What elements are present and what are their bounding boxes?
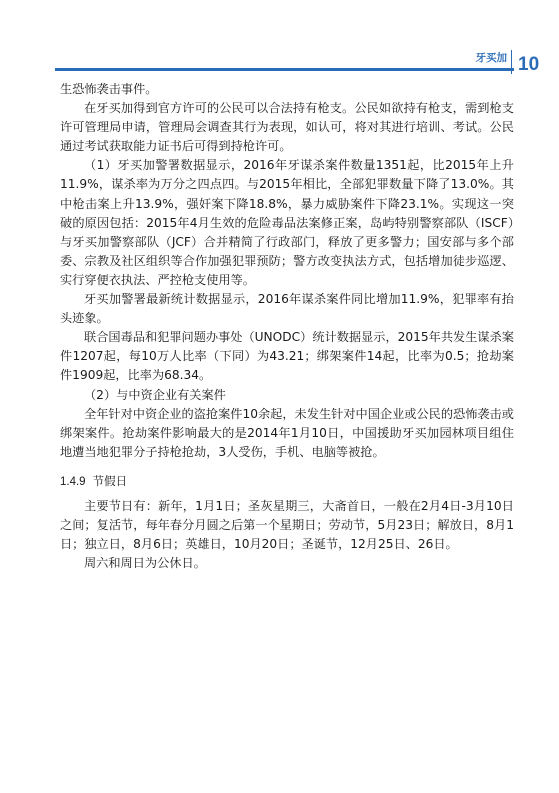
- paragraph-unodc-stats: 联合国毒品和犯罪问题办事处（UNODC）统计数据显示，2015年共发生谋杀案件1207起，每10万人比率（下同）为43.21；绑架案件14起，比率为0.5；抢劫案件1909起，比率为68.34。: [60, 330, 514, 383]
- document-body: [60, 80, 514, 573]
- section-heading: [60, 472, 514, 492]
- header-bar: [55, 68, 514, 71]
- page-number: 10: [518, 54, 540, 75]
- paragraph-latest-stats: 牙买加警署最新统计数据显示，2016年谋杀案件同比增加11.9%，犯罪率有抬头迹象。: [60, 292, 514, 326]
- paragraph-gun-license: 在牙买加得到官方许可的公民可以合法持有枪支。公民如欲持有枪支，需到枪支许可管理局申请，管理局会调查其行为表现，如认可，将对其进行培训、考试。公民通过考试获取能力证书后可得到持枪许可。: [60, 101, 514, 154]
- paragraph-weekend: 周六和周日为公休日。: [84, 556, 206, 571]
- paragraph-police-stats: （1）牙买加警署数据显示，2016年牙谋杀案件数量1351起，比2015年上升11.9%，谋杀率为万分之四点四。与2015年相比，全部犯罪数量下降了13.0%。其中枪击案上升13.9%，强奸案下降18.8%，暴力威胁案件下降23.1%。实现这一突破的原因包括：2015年4月生效的危险毒品法案修正案，岛屿特别警察部队（ISCF）与牙买加警察部队（JCF）合并精简了行政部门，释放了更多警力；国安部与多个部委、宗教及社区组织等合作加强犯罪预防；警方改变执法方式，包括增加徒步巡逻、实行穿便衣执法、严控枪支使用等。: [60, 158, 514, 287]
- section-title: 节假日: [92, 473, 128, 488]
- paragraph-subheading-chinese: （2）与中资企业有关案件: [84, 387, 226, 402]
- header-title: 牙买加: [475, 52, 507, 64]
- paragraph-continuation: 生恐怖袭击事件。: [60, 82, 158, 96]
- paragraph-holidays: 主要节日有：新年，1月1日；圣灰星期三，大斋首日，一般在2月4日-3月10日之间；复活节，每年春分月圆之后第一个星期日；劳动节，5月23日；解放日，8月1日；独立日，8月6日；英雄日，10月20日；圣诞节，12月25日、26日。: [60, 498, 514, 552]
- paragraph-chinese-cases: 全年针对中资企业的盗抢案件10余起，未发生针对中国企业或公民的恐怖袭击或绑架案件。抢劫案件影响最大的是2014年1月10日，中国援助牙买加园林项目组住地遭当地犯罪分子持枪抢劫，3人受伤，手机、电脑等被抢。: [60, 406, 514, 459]
- section-number: 1.4.9: [60, 475, 86, 488]
- header-divider: [511, 50, 512, 74]
